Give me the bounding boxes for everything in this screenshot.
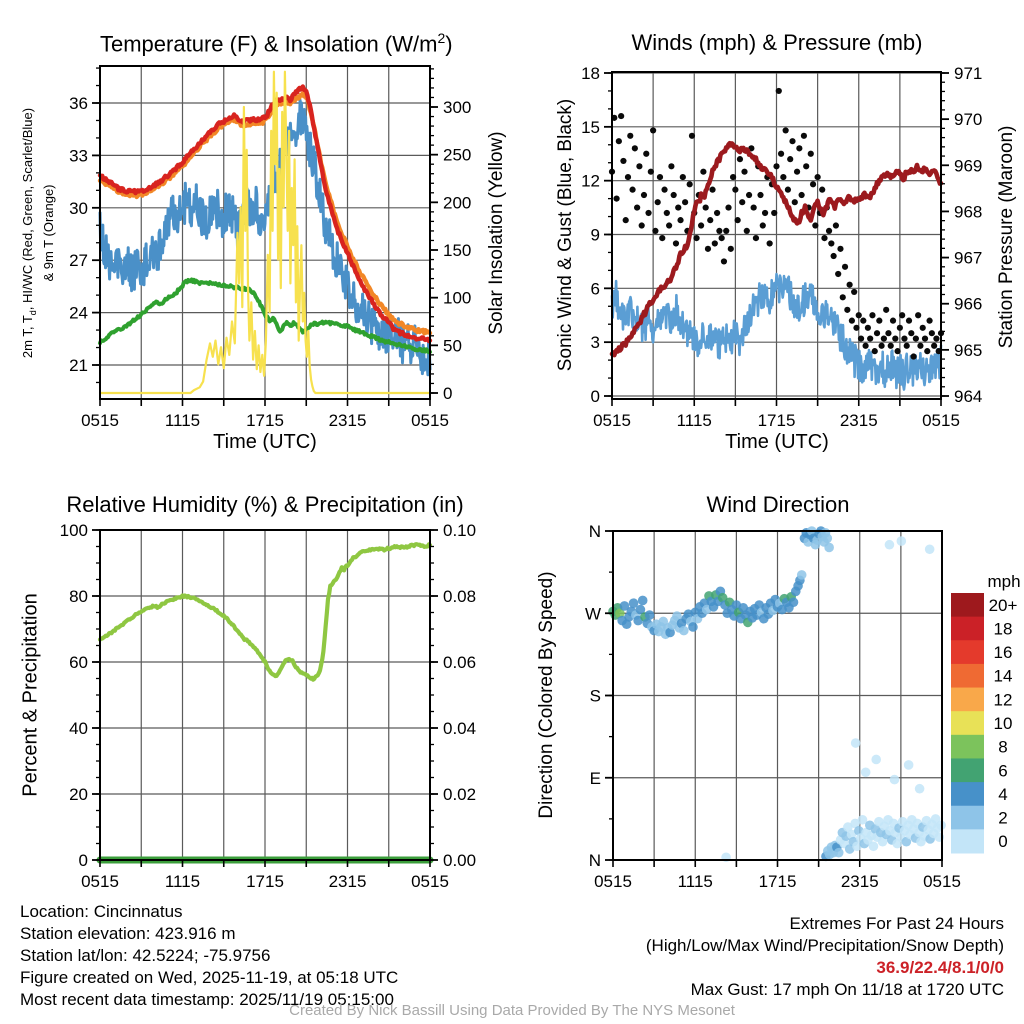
svg-text:S: S [589,686,601,706]
station-elevation: Station elevation: 423.916 m [20,924,236,943]
svg-text:60: 60 [69,653,88,672]
winds-yaxis-label: Sonic Wind & Gust (Blue, Black) [555,98,576,372]
svg-text:0515: 0515 [922,411,960,430]
svg-text:6: 6 [590,279,600,299]
svg-text:12: 12 [581,171,600,191]
svg-text:50: 50 [443,336,462,356]
svg-text:15: 15 [581,117,600,137]
extremes-subtitle: (High/Low/Max Wind/Precipitation/Snow Depth) [645,936,1004,955]
svg-text:965: 965 [954,340,983,360]
svg-text:18: 18 [993,619,1013,639]
svg-text:1715: 1715 [246,411,284,430]
svg-text:0: 0 [590,387,600,406]
svg-text:mph: mph [987,572,1021,591]
svg-text:0: 0 [78,851,88,870]
svg-text:100: 100 [59,521,88,540]
svg-text:967: 967 [954,248,983,268]
insolation-yaxis-label: Solar Insolation (Yellow) [486,131,507,335]
svg-text:30: 30 [69,198,88,218]
svg-text:250: 250 [443,145,472,165]
svg-text:971: 971 [954,64,983,83]
humidity-chart-title: Relative Humidity (%) & Precipitation (in) [66,492,464,517]
svg-text:2315: 2315 [839,411,878,430]
svg-text:1115: 1115 [164,872,201,891]
svg-text:2315: 2315 [840,872,879,891]
svg-text:966: 966 [954,294,983,314]
svg-text:8: 8 [998,737,1008,757]
max-gust-text: Max Gust: 17 mph On 11/18 at 1720 UTC [690,980,1004,999]
svg-text:0.00: 0.00 [443,851,477,870]
station-latlon: Station lat/lon: 42.5224; -75.9756 [20,946,271,965]
temperature-xaxis-label: Time (UTC) [213,431,317,453]
svg-text:18: 18 [581,64,600,83]
svg-text:0: 0 [998,832,1008,852]
svg-text:21: 21 [69,356,88,375]
svg-text:20: 20 [69,785,88,804]
svg-text:24: 24 [69,303,88,323]
svg-text:0515: 0515 [594,872,632,891]
winds-chart-title: Winds (mph) & Pressure (mb) [631,30,923,55]
svg-text:36: 36 [69,94,88,113]
station-info-block [20,901,398,1011]
temperature-chart-title: Temperature (F) & Insolation $(W/m^2)$ [100,30,453,57]
extremes-values: 36.9/22.4/8.1/0/0 [876,958,1004,977]
svg-text:100: 100 [443,288,472,308]
svg-text:968: 968 [954,202,983,222]
svg-text:1115: 1115 [677,872,713,891]
svg-text:33: 33 [69,146,88,166]
svg-text:0: 0 [443,384,453,403]
svg-text:14: 14 [993,666,1013,686]
wind-direction-chart-title: Wind Direction [706,492,850,517]
svg-text:40: 40 [69,719,88,738]
svg-text:1715: 1715 [246,872,284,891]
svg-text:0515: 0515 [81,411,119,430]
svg-text:1715: 1715 [758,872,797,891]
pressure-yaxis-label: Station Pressure (Maroon) [996,125,1017,349]
wind-direction-yaxis-label: Direction (Colored By Speed) [536,571,557,819]
svg-text:12: 12 [993,690,1013,710]
figure-created-timestamp: Figure created on Wed, 2025-11-19, at 05:18 UTC [20,968,399,987]
svg-text:80: 80 [69,587,88,606]
svg-text:W: W [584,604,601,624]
svg-text:0.10: 0.10 [443,521,477,540]
extremes-title: Extremes For Past 24 Hours [789,914,1004,933]
svg-text:0515: 0515 [593,411,631,430]
svg-text:9: 9 [590,225,600,245]
svg-text:20+: 20+ [988,595,1018,615]
svg-text:0.02: 0.02 [443,785,477,804]
station-location: Location: Cincinnatus [20,902,183,921]
svg-text:0515: 0515 [923,872,961,891]
svg-text:27: 27 [69,251,88,271]
svg-text:964: 964 [954,387,983,406]
svg-text:970: 970 [954,110,983,130]
svg-text:200: 200 [443,193,472,213]
svg-text:16: 16 [993,643,1013,663]
svg-text:10: 10 [993,714,1013,733]
svg-text:2315: 2315 [328,411,367,430]
svg-text:0515: 0515 [411,872,449,891]
credit-line: Created By Nick Bassill Using Data Provided By The NYS Mesonet [289,1002,735,1019]
svg-text:N: N [588,851,601,870]
svg-text:0.06: 0.06 [443,653,477,672]
svg-text:0515: 0515 [411,411,449,430]
humidity-yaxis-label: Percent & Precipitation [19,593,42,797]
svg-text:1715: 1715 [757,411,796,430]
most-recent-data-timestamp: Most recent data timestamp: 2025/11/19 05:15:00 [20,990,394,1009]
svg-text:1115: 1115 [676,411,712,430]
winds-xaxis-label: Time (UTC) [725,431,829,453]
svg-text:E: E [589,768,601,788]
svg-text:2: 2 [998,808,1008,828]
svg-text:2315: 2315 [328,872,367,891]
svg-text:969: 969 [954,156,983,176]
svg-text:150: 150 [443,241,472,260]
svg-text:N: N [588,522,601,541]
svg-text:1115: 1115 [164,411,201,430]
svg-text:0515: 0515 [81,872,119,891]
svg-text:4: 4 [998,784,1008,804]
extremes-block [646,913,1004,1001]
svg-text:300: 300 [443,98,472,117]
svg-text:0.04: 0.04 [443,719,477,738]
svg-text:6: 6 [998,761,1008,781]
temperature-yaxis-label: 2m T, $T_d$, HI/WC (Red, Green, Scarlet/Blue) & 9m T (Orange) [20,107,56,359]
svg-text:0.08: 0.08 [443,587,477,606]
svg-text:3: 3 [590,333,600,353]
